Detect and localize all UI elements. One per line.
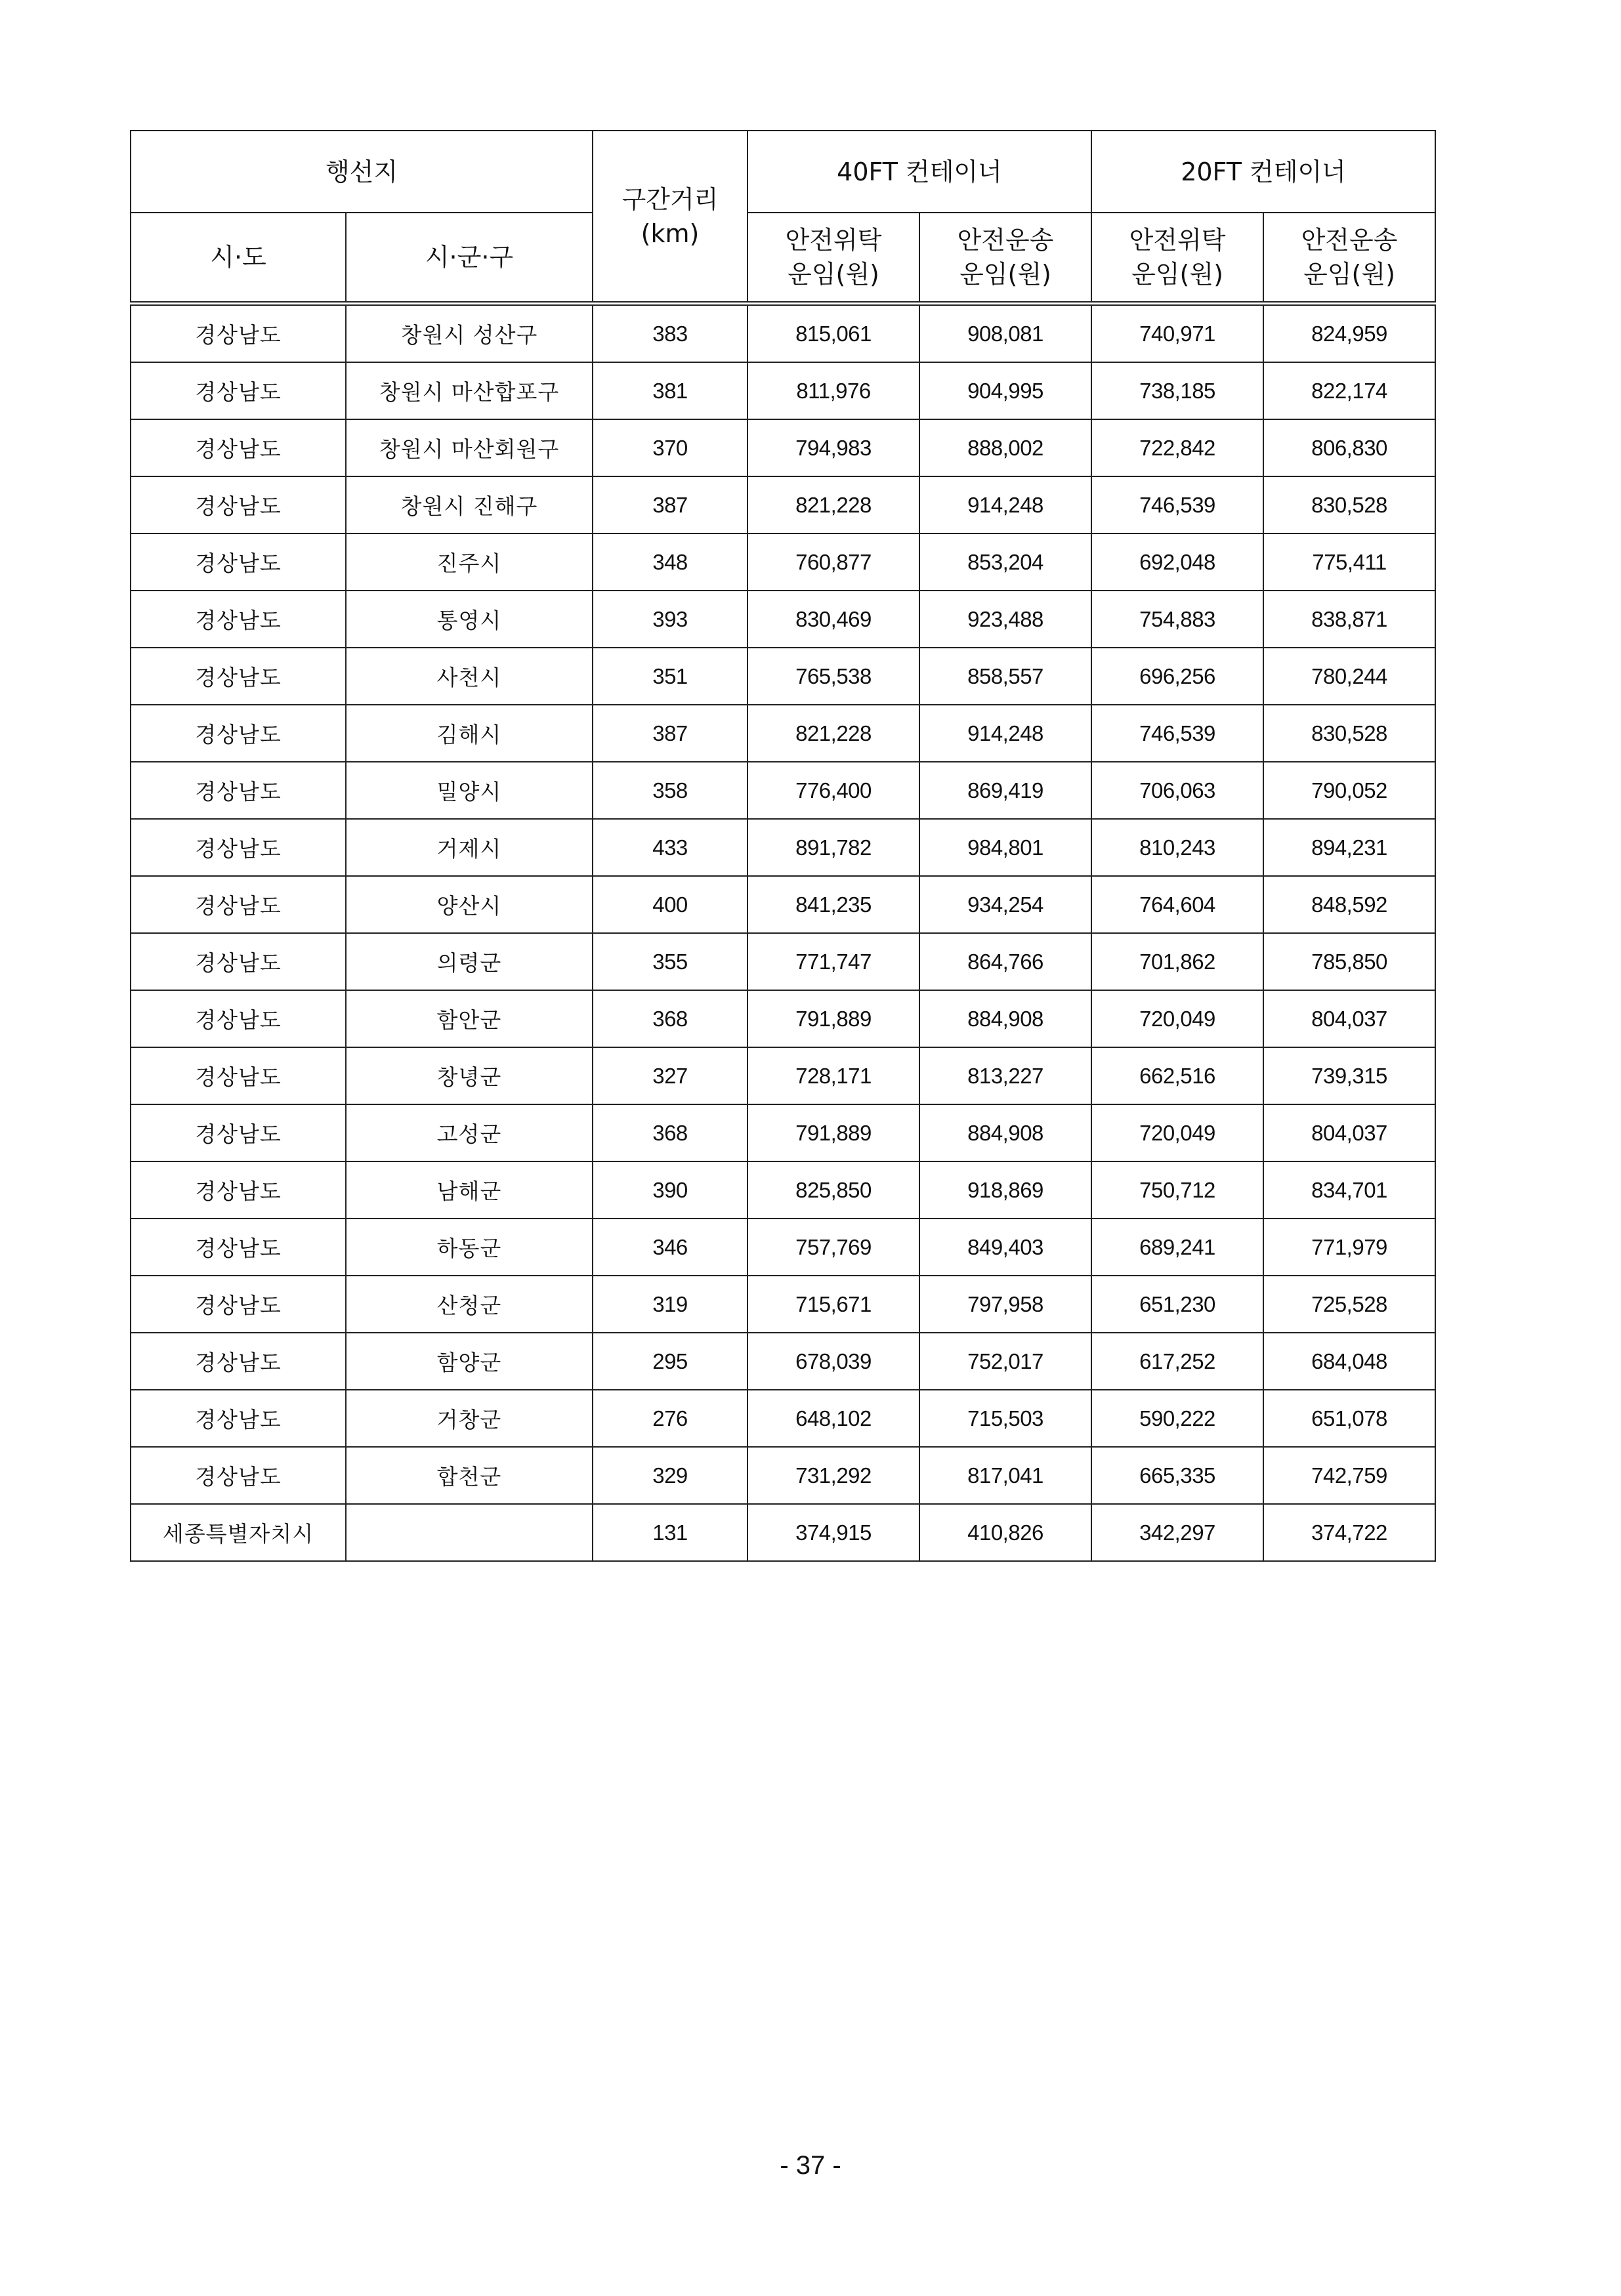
ft40-transport-rate-cell: 849,403 <box>919 1219 1091 1276</box>
distance-header <box>593 131 747 304</box>
ft40-transport-rate-cell: 918,869 <box>919 1161 1091 1219</box>
distance-cell: 381 <box>593 362 747 419</box>
ft20-transport-rate-cell: 651,078 <box>1263 1390 1435 1447</box>
ft20-transport-rate-cell: 894,231 <box>1263 819 1435 876</box>
ft20-consign-label: 안전위탁 <box>1129 226 1226 255</box>
table-row <box>131 533 1435 591</box>
distance-cell: 348 <box>593 533 747 591</box>
distance-cell: 358 <box>593 762 747 819</box>
table-row <box>131 762 1435 819</box>
ft20-container-header: 20FT 컨테이너 <box>1091 131 1435 213</box>
ft20-transport-rate-cell: 824,959 <box>1263 304 1435 363</box>
ft20-transport-rate-cell: 775,411 <box>1263 533 1435 591</box>
ft40-transport-rate-cell: 869,419 <box>919 762 1091 819</box>
distance-cell: 400 <box>593 876 747 933</box>
sigungu-cell <box>346 1504 593 1561</box>
ft40-consign-rate-cell: 830,469 <box>747 591 919 648</box>
distance-header-unit: (km) <box>641 219 700 248</box>
sigungu-cell: 김해시 <box>346 705 593 762</box>
ft40-transport-rate-cell: 884,908 <box>919 990 1091 1047</box>
sigungu-cell: 창원시 마산합포구 <box>346 362 593 419</box>
sigungu-cell: 고성군 <box>346 1104 593 1161</box>
ft20-consign-rate-cell: 590,222 <box>1091 1390 1263 1447</box>
sigungu-cell: 의령군 <box>346 933 593 990</box>
sido-cell: 경상남도 <box>131 648 346 705</box>
ft20-consign-rate-cell: 754,883 <box>1091 591 1263 648</box>
ft20-transport-rate-cell: 725,528 <box>1263 1276 1435 1333</box>
ft40-consign-rate-cell: 794,983 <box>747 419 919 476</box>
ft40-transport-rate-cell: 923,488 <box>919 591 1091 648</box>
ft20-consign-rate-cell: 746,539 <box>1091 476 1263 533</box>
table-row <box>131 1219 1435 1276</box>
distance-cell: 276 <box>593 1390 747 1447</box>
sido-cell: 경상남도 <box>131 1161 346 1219</box>
sigungu-cell: 거제시 <box>346 819 593 876</box>
sido-cell: 경상남도 <box>131 419 346 476</box>
distance-cell: 387 <box>593 705 747 762</box>
ft20-transport-rate-cell: 830,528 <box>1263 476 1435 533</box>
sigungu-cell: 창원시 성산구 <box>346 304 593 363</box>
table-row <box>131 1333 1435 1390</box>
table-row <box>131 1047 1435 1104</box>
table-row <box>131 362 1435 419</box>
distance-cell: 383 <box>593 304 747 363</box>
sido-cell: 경상남도 <box>131 1276 346 1333</box>
sido-header: 시·도 <box>131 213 346 304</box>
sido-cell: 경상남도 <box>131 933 346 990</box>
ft20-consign-rate-cell: 740,971 <box>1091 304 1263 363</box>
ft20-consign-rate-cell: 706,063 <box>1091 762 1263 819</box>
sido-cell: 경상남도 <box>131 362 346 419</box>
ft20-consign-rate-cell: 720,049 <box>1091 1104 1263 1161</box>
ft40-consign-rate-cell: 648,102 <box>747 1390 919 1447</box>
sido-cell: 경상남도 <box>131 476 346 533</box>
ft20-transport-rate-cell: 785,850 <box>1263 933 1435 990</box>
distance-cell: 433 <box>593 819 747 876</box>
sido-cell: 경상남도 <box>131 1047 346 1104</box>
table-row <box>131 476 1435 533</box>
sigungu-cell: 창원시 마산회원구 <box>346 419 593 476</box>
distance-cell: 368 <box>593 990 747 1047</box>
sigungu-cell: 창원시 진해구 <box>346 476 593 533</box>
ft40-transport-rate-cell: 817,041 <box>919 1447 1091 1504</box>
sido-cell: 경상남도 <box>131 1219 346 1276</box>
ft20-transport-rate-cell: 739,315 <box>1263 1047 1435 1104</box>
ft40-consign-unit: 운임(원) <box>788 260 879 289</box>
ft40-consign-rate-cell: 771,747 <box>747 933 919 990</box>
ft40-transport-rate-cell: 884,908 <box>919 1104 1091 1161</box>
sido-cell: 경상남도 <box>131 876 346 933</box>
sigungu-cell: 함양군 <box>346 1333 593 1390</box>
table-row <box>131 304 1435 363</box>
ft20-consign-rate-cell: 651,230 <box>1091 1276 1263 1333</box>
freight-rate-table-container <box>130 130 1435 1562</box>
ft20-consign-rate-cell: 665,335 <box>1091 1447 1263 1504</box>
ft40-transport-rate-cell: 715,503 <box>919 1390 1091 1447</box>
ft40-consign-rate-cell: 728,171 <box>747 1047 919 1104</box>
ft20-consign-rate-cell: 696,256 <box>1091 648 1263 705</box>
table-row <box>131 1161 1435 1219</box>
ft20-transport-rate-cell: 834,701 <box>1263 1161 1435 1219</box>
ft40-transport-rate-cell: 914,248 <box>919 476 1091 533</box>
ft20-consign-rate-cell: 738,185 <box>1091 362 1263 419</box>
ft20-transport-rate-cell: 804,037 <box>1263 1104 1435 1161</box>
ft20-consign-rate-cell: 617,252 <box>1091 1333 1263 1390</box>
sido-cell: 경상남도 <box>131 1447 346 1504</box>
distance-cell: 131 <box>593 1504 747 1561</box>
ft20-consign-rate-cell: 750,712 <box>1091 1161 1263 1219</box>
distance-cell: 329 <box>593 1447 747 1504</box>
ft40-transport-rate-cell: 888,002 <box>919 419 1091 476</box>
sigungu-header: 시·군·구 <box>346 213 593 304</box>
ft40-transport-rate-cell: 853,204 <box>919 533 1091 591</box>
ft40-transport-label: 안전운송 <box>957 226 1054 255</box>
table-row <box>131 1447 1435 1504</box>
ft40-consign-rate-cell: 776,400 <box>747 762 919 819</box>
sido-cell: 경상남도 <box>131 1333 346 1390</box>
ft40-transport-rate-cell: 752,017 <box>919 1333 1091 1390</box>
ft40-container-header: 40FT 컨테이너 <box>747 131 1091 213</box>
ft20-consign-rate-cell: 722,842 <box>1091 419 1263 476</box>
distance-cell: 370 <box>593 419 747 476</box>
table-row <box>131 990 1435 1047</box>
sido-cell: 경상남도 <box>131 990 346 1047</box>
table-row <box>131 819 1435 876</box>
table-row <box>131 876 1435 933</box>
ft40-transport-rate-cell: 864,766 <box>919 933 1091 990</box>
ft40-transport-rate-cell: 858,557 <box>919 648 1091 705</box>
ft20-consign-rate-cell: 810,243 <box>1091 819 1263 876</box>
ft40-consign-rate-cell: 765,538 <box>747 648 919 705</box>
sido-cell: 경상남도 <box>131 304 346 363</box>
ft40-transport-unit: 운임(원) <box>959 260 1051 289</box>
distance-header-label: 구간거리 <box>621 184 719 214</box>
ft40-transport-rate-cell: 908,081 <box>919 304 1091 363</box>
ft20-transport-rate-cell: 804,037 <box>1263 990 1435 1047</box>
ft20-consign-rate-cell: 701,862 <box>1091 933 1263 990</box>
table-row <box>131 705 1435 762</box>
distance-cell: 327 <box>593 1047 747 1104</box>
ft20-transport-label: 안전운송 <box>1301 226 1398 255</box>
sigungu-cell: 통영시 <box>346 591 593 648</box>
freight-rate-table <box>130 130 1436 1562</box>
table-row <box>131 591 1435 648</box>
distance-cell: 387 <box>593 476 747 533</box>
ft20-consign-rate-cell: 692,048 <box>1091 533 1263 591</box>
sido-cell: 세종특별자치시 <box>131 1504 346 1561</box>
table-row <box>131 933 1435 990</box>
sido-cell: 경상남도 <box>131 1390 346 1447</box>
ft40-consign-rate-cell: 811,976 <box>747 362 919 419</box>
ft20-transport-rate-cell: 780,244 <box>1263 648 1435 705</box>
sido-cell: 경상남도 <box>131 1104 346 1161</box>
sido-cell: 경상남도 <box>131 533 346 591</box>
ft40-consign-rate-cell: 678,039 <box>747 1333 919 1390</box>
destination-header: 행선지 <box>131 131 593 213</box>
sigungu-cell: 함안군 <box>346 990 593 1047</box>
ft20-transport-rate-cell: 838,871 <box>1263 591 1435 648</box>
ft40-transport-rate-cell: 984,801 <box>919 819 1091 876</box>
table-row <box>131 419 1435 476</box>
table-row <box>131 648 1435 705</box>
sigungu-cell: 창녕군 <box>346 1047 593 1104</box>
table-header <box>131 131 1435 304</box>
distance-cell: 319 <box>593 1276 747 1333</box>
table-body <box>131 304 1435 1562</box>
ft40-transport-rate-cell: 813,227 <box>919 1047 1091 1104</box>
ft40-consign-rate-header <box>747 213 919 304</box>
sigungu-cell: 밀양시 <box>346 762 593 819</box>
ft20-transport-unit: 운임(원) <box>1303 260 1395 289</box>
table-row <box>131 1390 1435 1447</box>
sido-cell: 경상남도 <box>131 819 346 876</box>
ft20-transport-rate-cell: 790,052 <box>1263 762 1435 819</box>
ft40-consign-label: 안전위탁 <box>785 226 882 255</box>
ft20-transport-rate-cell: 806,830 <box>1263 419 1435 476</box>
table-row <box>131 1276 1435 1333</box>
ft40-consign-rate-cell: 757,769 <box>747 1219 919 1276</box>
ft20-transport-rate-cell: 374,722 <box>1263 1504 1435 1561</box>
distance-cell: 355 <box>593 933 747 990</box>
ft40-transport-rate-cell: 797,958 <box>919 1276 1091 1333</box>
distance-cell: 295 <box>593 1333 747 1390</box>
ft40-consign-rate-cell: 815,061 <box>747 304 919 363</box>
table-row <box>131 1504 1435 1561</box>
sigungu-cell: 진주시 <box>346 533 593 591</box>
ft20-consign-rate-cell: 720,049 <box>1091 990 1263 1047</box>
sido-cell: 경상남도 <box>131 762 346 819</box>
ft20-transport-rate-cell: 742,759 <box>1263 1447 1435 1504</box>
page-number: - 37 - <box>780 2151 841 2180</box>
sido-cell: 경상남도 <box>131 591 346 648</box>
sido-cell: 경상남도 <box>131 705 346 762</box>
ft40-consign-rate-cell: 374,915 <box>747 1504 919 1561</box>
ft40-consign-rate-cell: 731,292 <box>747 1447 919 1504</box>
ft40-transport-rate-header <box>919 213 1091 304</box>
sigungu-cell: 산청군 <box>346 1276 593 1333</box>
ft20-consign-rate-cell: 746,539 <box>1091 705 1263 762</box>
ft40-transport-rate-cell: 904,995 <box>919 362 1091 419</box>
distance-cell: 368 <box>593 1104 747 1161</box>
distance-cell: 351 <box>593 648 747 705</box>
ft40-consign-rate-cell: 841,235 <box>747 876 919 933</box>
ft20-consign-rate-cell: 764,604 <box>1091 876 1263 933</box>
sigungu-cell: 하동군 <box>346 1219 593 1276</box>
ft20-transport-rate-cell: 684,048 <box>1263 1333 1435 1390</box>
ft40-consign-rate-cell: 891,782 <box>747 819 919 876</box>
ft20-consign-rate-cell: 689,241 <box>1091 1219 1263 1276</box>
ft40-consign-rate-cell: 715,671 <box>747 1276 919 1333</box>
ft20-transport-rate-cell: 822,174 <box>1263 362 1435 419</box>
ft40-transport-rate-cell: 410,826 <box>919 1504 1091 1561</box>
sigungu-cell: 양산시 <box>346 876 593 933</box>
ft20-consign-unit: 운임(원) <box>1131 260 1223 289</box>
ft20-transport-rate-cell: 830,528 <box>1263 705 1435 762</box>
ft20-consign-rate-header <box>1091 213 1263 304</box>
ft20-transport-rate-header <box>1263 213 1435 304</box>
ft40-consign-rate-cell: 821,228 <box>747 705 919 762</box>
ft20-consign-rate-cell: 662,516 <box>1091 1047 1263 1104</box>
table-row <box>131 1104 1435 1161</box>
distance-cell: 393 <box>593 591 747 648</box>
ft20-consign-rate-cell: 342,297 <box>1091 1504 1263 1561</box>
ft40-consign-rate-cell: 791,889 <box>747 990 919 1047</box>
ft40-consign-rate-cell: 760,877 <box>747 533 919 591</box>
ft40-transport-rate-cell: 914,248 <box>919 705 1091 762</box>
sigungu-cell: 남해군 <box>346 1161 593 1219</box>
distance-cell: 390 <box>593 1161 747 1219</box>
ft40-transport-rate-cell: 934,254 <box>919 876 1091 933</box>
sigungu-cell: 거창군 <box>346 1390 593 1447</box>
distance-cell: 346 <box>593 1219 747 1276</box>
sigungu-cell: 사천시 <box>346 648 593 705</box>
ft20-transport-rate-cell: 848,592 <box>1263 876 1435 933</box>
sigungu-cell: 합천군 <box>346 1447 593 1504</box>
ft40-consign-rate-cell: 821,228 <box>747 476 919 533</box>
ft20-transport-rate-cell: 771,979 <box>1263 1219 1435 1276</box>
ft40-consign-rate-cell: 825,850 <box>747 1161 919 1219</box>
ft40-consign-rate-cell: 791,889 <box>747 1104 919 1161</box>
